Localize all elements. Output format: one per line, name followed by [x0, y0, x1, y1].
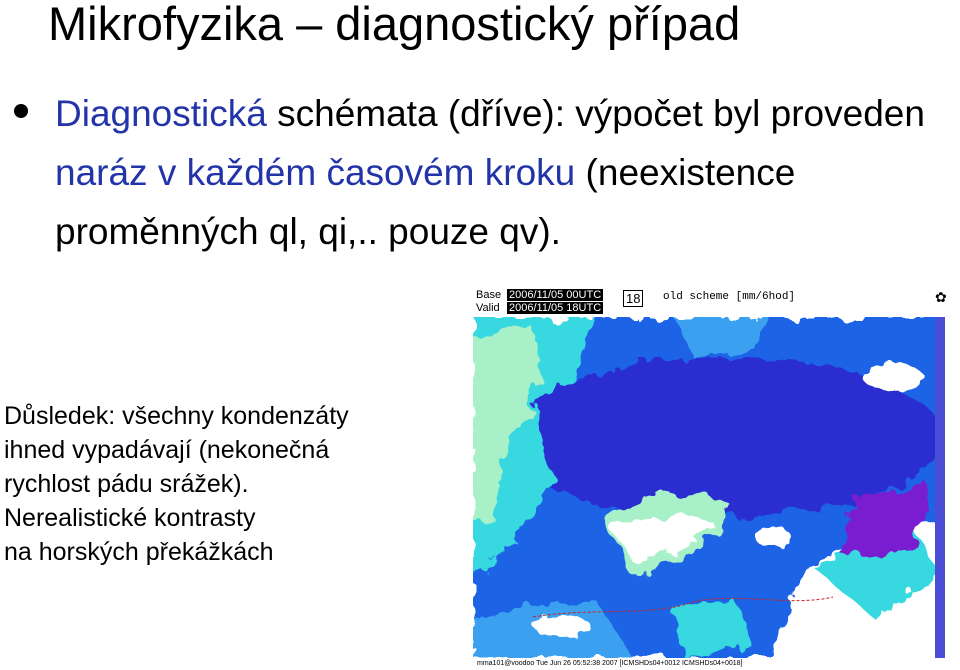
forecast-hour: 18 — [623, 290, 643, 307]
chmi-logo-icon: ✿ — [935, 289, 947, 305]
map-field — [473, 317, 960, 658]
field-white-patch-1 — [863, 363, 923, 391]
bullet-highlight-2: naráz v každém časovém kroku — [55, 152, 576, 193]
bullet-text-4: (neexistence proměnných ql, qi,.. pouze qv). — [55, 152, 796, 252]
base-label: Base — [476, 289, 502, 301]
slide-title: Mikrofyzika – diagnostický případ — [48, 0, 741, 50]
map-header — [473, 287, 960, 317]
scheme-label: old scheme [mm/6hod] — [663, 291, 796, 303]
legend-colorbar — [935, 317, 945, 658]
map-footer: mma101@voodoo Tue Jun 26 05:52:38 2007 [ICMSHDs04+0012 ICMSHDs04+0018] — [473, 658, 960, 670]
consequence-line-1: Důsledek: všechny kondenzáty — [4, 402, 349, 430]
bullet-paragraph — [55, 84, 935, 261]
precipitation-map — [473, 287, 960, 670]
consequence-line-5: na horských překážkách — [4, 538, 274, 566]
valid-label: Valid — [476, 302, 500, 314]
base-value: 2006/11/05 00UTC — [509, 289, 602, 301]
bullet-text-2: schémata (dříve): výpočet byl proveden — [266, 93, 925, 134]
valid-value: 2006/11/05 18UTC — [509, 302, 602, 314]
consequence-line-2: ihned vypadávají (nekonečná — [4, 436, 330, 464]
consequence-line-3: rychlost pádu srážek). — [4, 470, 249, 498]
field-white-patch-2 — [535, 615, 591, 639]
bullet-highlight-1: Diagnostická — [55, 93, 267, 134]
consequence-text — [4, 399, 444, 569]
bullet-icon — [14, 104, 28, 118]
field-white-patch-3 — [755, 527, 791, 547]
consequence-line-4: Nerealistické kontrasty — [4, 504, 256, 532]
